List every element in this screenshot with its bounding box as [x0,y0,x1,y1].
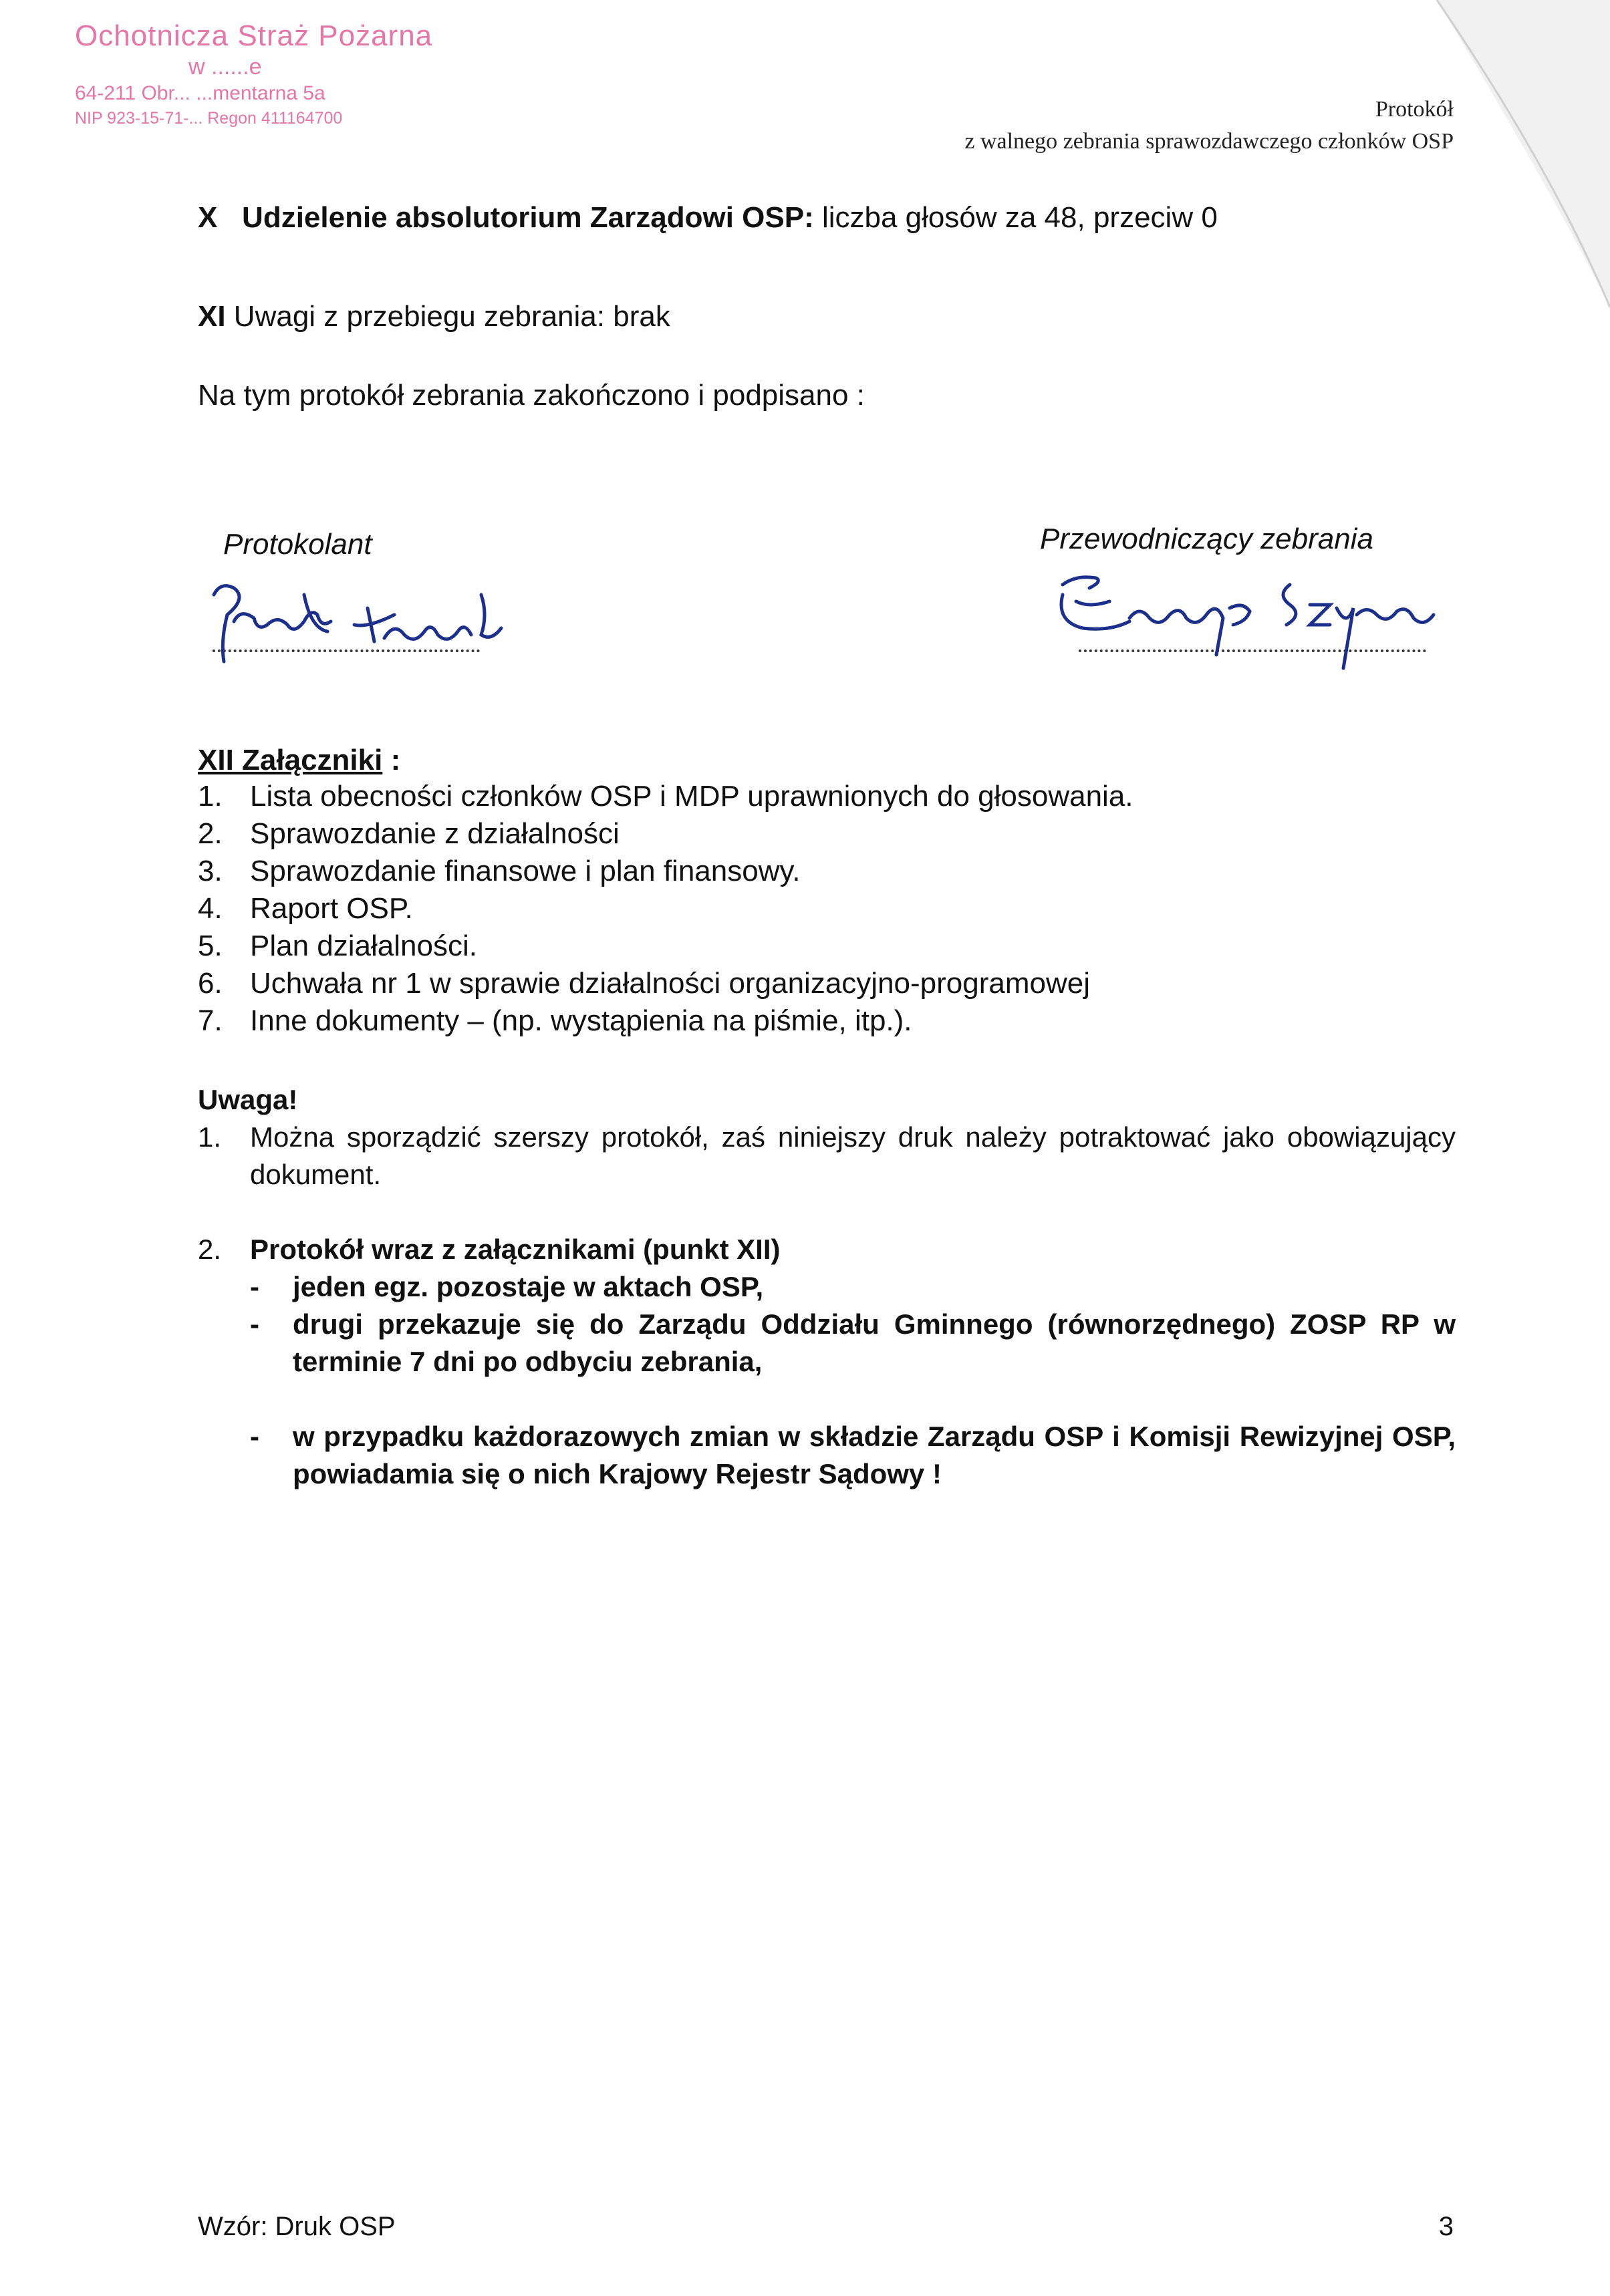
list-item: 2. Sprawozdanie z działalności [198,817,620,850]
note-2-bullet-3: - w przypadku każdorazowych zmian w składzie Zarządu OSP i Komisji Rewizyjnej OSP, powiadamia się o nich Krajowy Rejestr Sądowy ! [250,1421,1456,1489]
section-x [198,199,1218,237]
stamp-line-2: w ......e [188,54,262,80]
header-subtitle: z walnego zebrania sprawozdawczego członków OSP [964,129,1454,154]
list-item: 1. Lista obecności członków OSP i MDP uprawnionych do głosowania. [198,780,1133,813]
footer-template-label: Wzór: Druk OSP [198,2212,396,2241]
stamp-line-3: 64-211 Obr... ...mentarna 5a [75,82,325,104]
chairman-label: Przewodniczący zebrania [1040,523,1373,555]
list-item: 7. Inne dokumenty – (np. wystąpienia na piśmie, itp.). [198,1004,912,1037]
section-xi-number: XI [198,300,226,333]
section-xii-colon: : [382,744,401,776]
section-xii-heading: XII Załączniki [198,744,383,776]
list-item: 6. Uchwała nr 1 w sprawie działalności organizacyjno-programowej [198,967,1091,1000]
page-number: 3 [1438,2212,1454,2241]
note-2: 2. Protokół wraz z załącznikami (punkt XII) [198,1234,781,1265]
note-1: 1. Można sporządzić szerszy protokół, zaś niniejszy druk należy potraktować jako obowiązujący dokument. [198,1121,1456,1190]
list-item: 4. Raport OSP. [198,892,413,925]
stamp-line-4: NIP 923-15-71-... Regon 411164700 [75,109,343,128]
organization-stamp [75,19,449,130]
closing-text: Na tym protokół zebrania zakończono i podpisano : [198,379,865,412]
section-x-number: X [198,201,218,234]
section-x-heading: Udzielenie absolutorium Zarządowi OSP: [242,201,814,234]
section-xi [198,298,670,335]
notes-heading: Uwaga! [198,1084,298,1115]
document-header [964,94,1454,158]
section-x-text: liczba głosów za 48, przeciw 0 [813,201,1218,234]
note-2-bullet-1: - jeden egz. pozostaje w aktach OSP, [250,1271,764,1302]
notes-section [198,1081,1456,1493]
protokolant-signature [194,568,515,682]
note-2-bullet-2: - drugi przekazuje się do Zarządu Oddziału Gminnego (równorzędnego) ZOSP RP w terminie 7 dni po odbyciu zebrania, [250,1308,1456,1377]
header-title: Protokół [1375,97,1454,122]
list-item: 5. Plan działalności. [198,929,477,962]
section-xi-text: Uwagi z przebiegu zebrania: brak [225,300,670,333]
stamp-line-1: Ochotnicza Straż Pożarna [75,19,433,52]
protokolant-label: Protokolant [223,528,372,561]
chairman-signature [1049,555,1464,682]
section-xii-heading-row [198,742,400,779]
attachments-list [198,778,1133,1040]
list-item: 3. Sprawozdanie finansowe i plan finansowy. [198,855,801,887]
